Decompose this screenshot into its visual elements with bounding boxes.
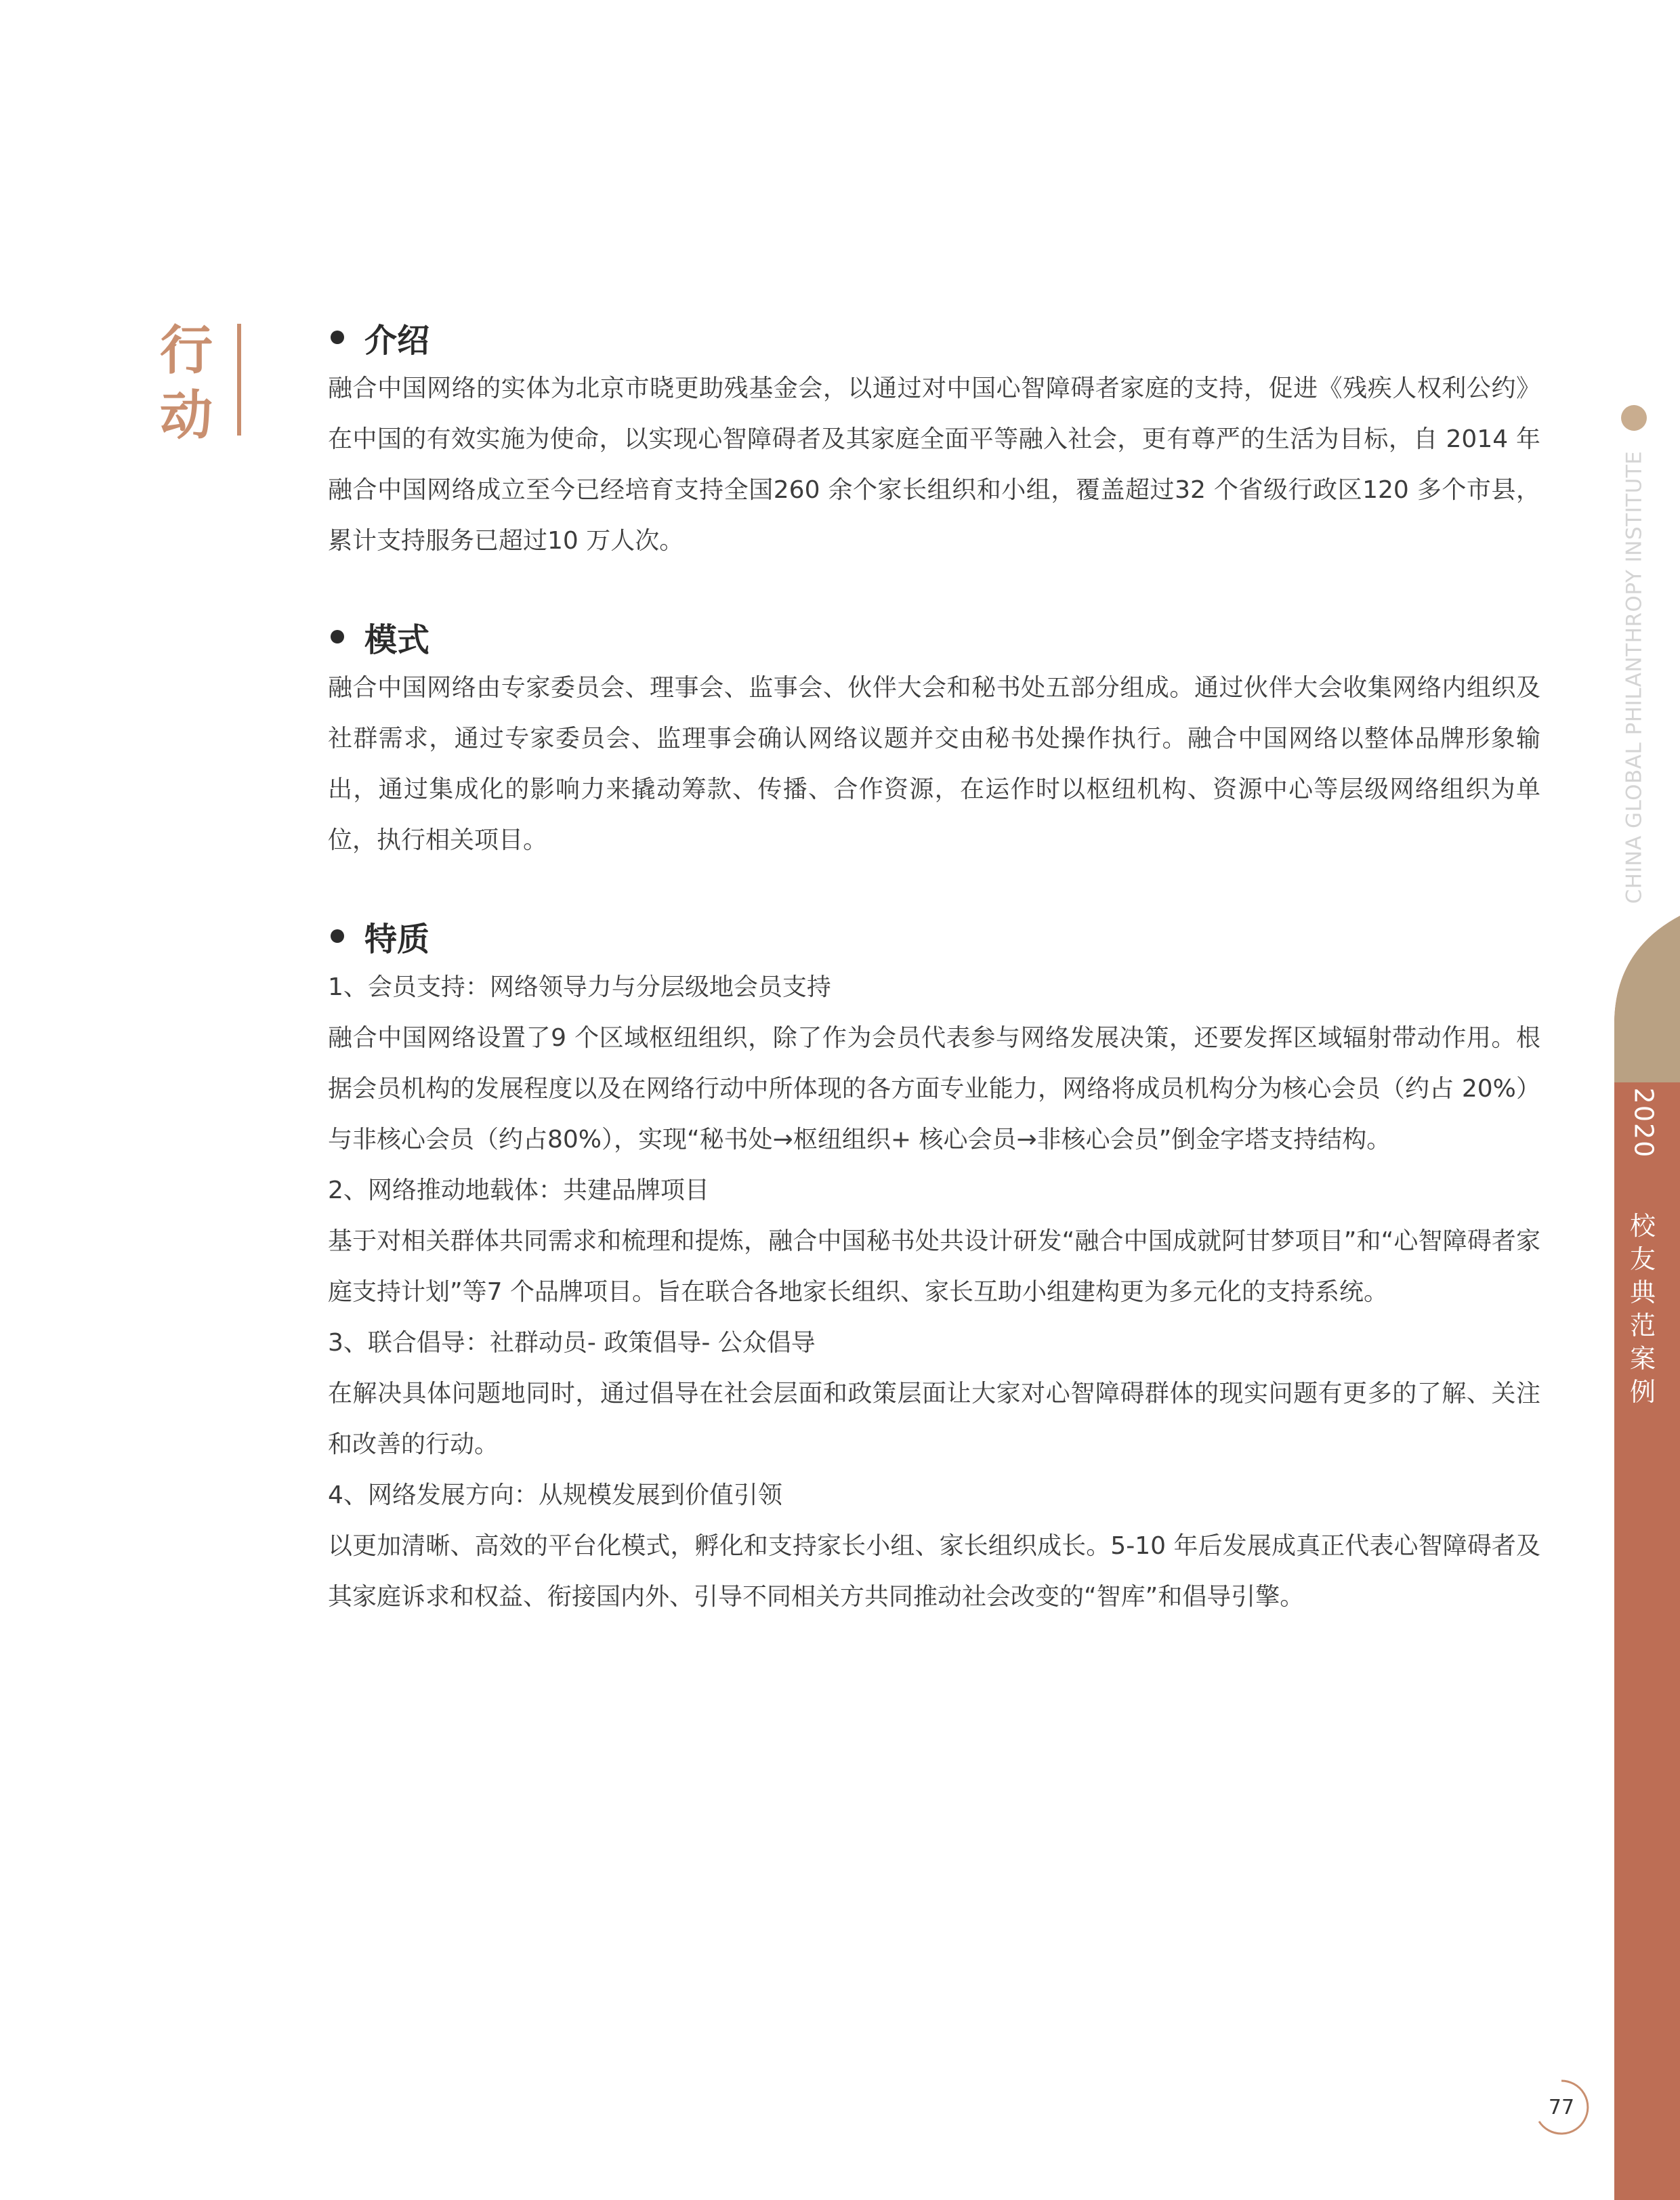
intro-paragraph: 融合中国网络的实体为北京市晓更助残基金会，以通过对中国心智障碍者家庭的支持，促进《残疾人权利公约》在中国的有效实施为使命，以实现心智障碍者及其家庭全面平等融入社会，更有尊严的生活为目标，自 2014 年融合中国网络成立至今已经培育支持全国260 余个家长组织和小组，覆盖超过32 个省级行政区120 多个市县，累计支持服务已超过10 万人次。 xyxy=(328,375,1540,555)
heading-text: 特质 xyxy=(364,920,430,958)
year-text: 2020 xyxy=(1629,1087,1658,1159)
heading-text: 介绍 xyxy=(364,321,430,360)
side-label-divider xyxy=(237,324,241,436)
page-number: 77 xyxy=(1536,2082,1587,2132)
model-paragraph: 融合中国网络由专家委员会、理事会、监事会、伙伴大会和秘书处五部分组成。通过伙伴大会收集网络内组织及社群需求，通过专家委员会、监理事会确认网络议题并交由秘书处操作执行。融合中国网络以整体品牌形象输出，通过集成化的影响力来撬动筹款、传播、合作资源，在运作时以枢纽机构、资源中心等层级网络组织为单位，执行相关项目。 xyxy=(328,674,1540,854)
side-label-char-1: 行 xyxy=(159,320,213,381)
series-char: 典 xyxy=(1629,1277,1656,1307)
main-content xyxy=(328,312,1540,1667)
heading-text: 模式 xyxy=(364,620,430,659)
trait-4-heading: 4、网络发展方向：从规模发展到价值引领 xyxy=(328,1481,782,1509)
series-title-vertical xyxy=(1626,1210,1660,1409)
series-char: 友 xyxy=(1629,1244,1656,1274)
side-label-char-2: 动 xyxy=(159,385,213,446)
year-vertical xyxy=(1629,1082,1658,1164)
sidebar-dot xyxy=(1621,405,1647,431)
bullet-icon xyxy=(331,929,344,943)
section-heading-model xyxy=(328,611,1540,662)
section-side-label xyxy=(156,318,217,448)
bullet-icon xyxy=(331,630,344,643)
bullet-icon xyxy=(331,331,344,344)
trait-2-heading: 2、网络推动地载体：共建品牌项目 xyxy=(328,1177,709,1204)
section-heading-traits xyxy=(328,910,1540,962)
series-char: 范 xyxy=(1629,1311,1656,1340)
trait-3-text: 在解决具体问题地同时，通过倡导在社会层面和政策层面让大家对心智障碍群体的现实问题有更多的了解、关注和改善的行动。 xyxy=(328,1380,1540,1458)
trait-2-text: 基于对相关群体共同需求和梳理和提炼，融合中国秘书处共设计研发“融合中国成就阿甘梦项目”和“心智障碍者家庭支持计划”等7 个品牌项目。旨在联合各地家长组织、家长互助小组建构更为多元化的支持系统。 xyxy=(328,1227,1540,1306)
trait-1-heading: 1、会员支持：网络领导力与分层级地会员支持 xyxy=(328,973,831,1001)
series-char: 例 xyxy=(1629,1377,1656,1407)
institute-name: CHINA GLOBAL PHILANTHROPY INSTITUTE xyxy=(1622,450,1647,904)
series-char: 校 xyxy=(1629,1211,1656,1241)
section-model xyxy=(328,611,1540,866)
trait-3-heading: 3、联合倡导：社群动员- 政策倡导- 公众倡导 xyxy=(328,1329,816,1357)
series-char: 案 xyxy=(1629,1344,1656,1374)
trait-4-text: 以更加清晰、高效的平台化模式，孵化和支持家长小组、家长组织成长。5-10 年后发展成真正代表心智障碍者及其家庭诉求和权益、衔接国内外、引导不同相关方共同推动社会改变的“智库”和倡导引擎。 xyxy=(328,1532,1540,1611)
section-heading-intro xyxy=(328,312,1540,363)
institute-name-vertical xyxy=(1619,450,1649,904)
section-traits xyxy=(328,910,1540,1622)
section-intro xyxy=(328,312,1540,566)
trait-1-text: 融合中国网络设置了9 个区域枢纽组织，除了作为会员代表参与网络发展决策，还要发挥区域辐射带动作用。根据会员机构的发展程度以及在网络行动中所体现的各方面专业能力，网络将成员机构分为核心会员（约占 20%）与非核心会员（约占80%），实现“秘书处→枢纽组织+ 核心会员→非核心会员”倒金字塔支持结构。 xyxy=(328,1024,1540,1154)
